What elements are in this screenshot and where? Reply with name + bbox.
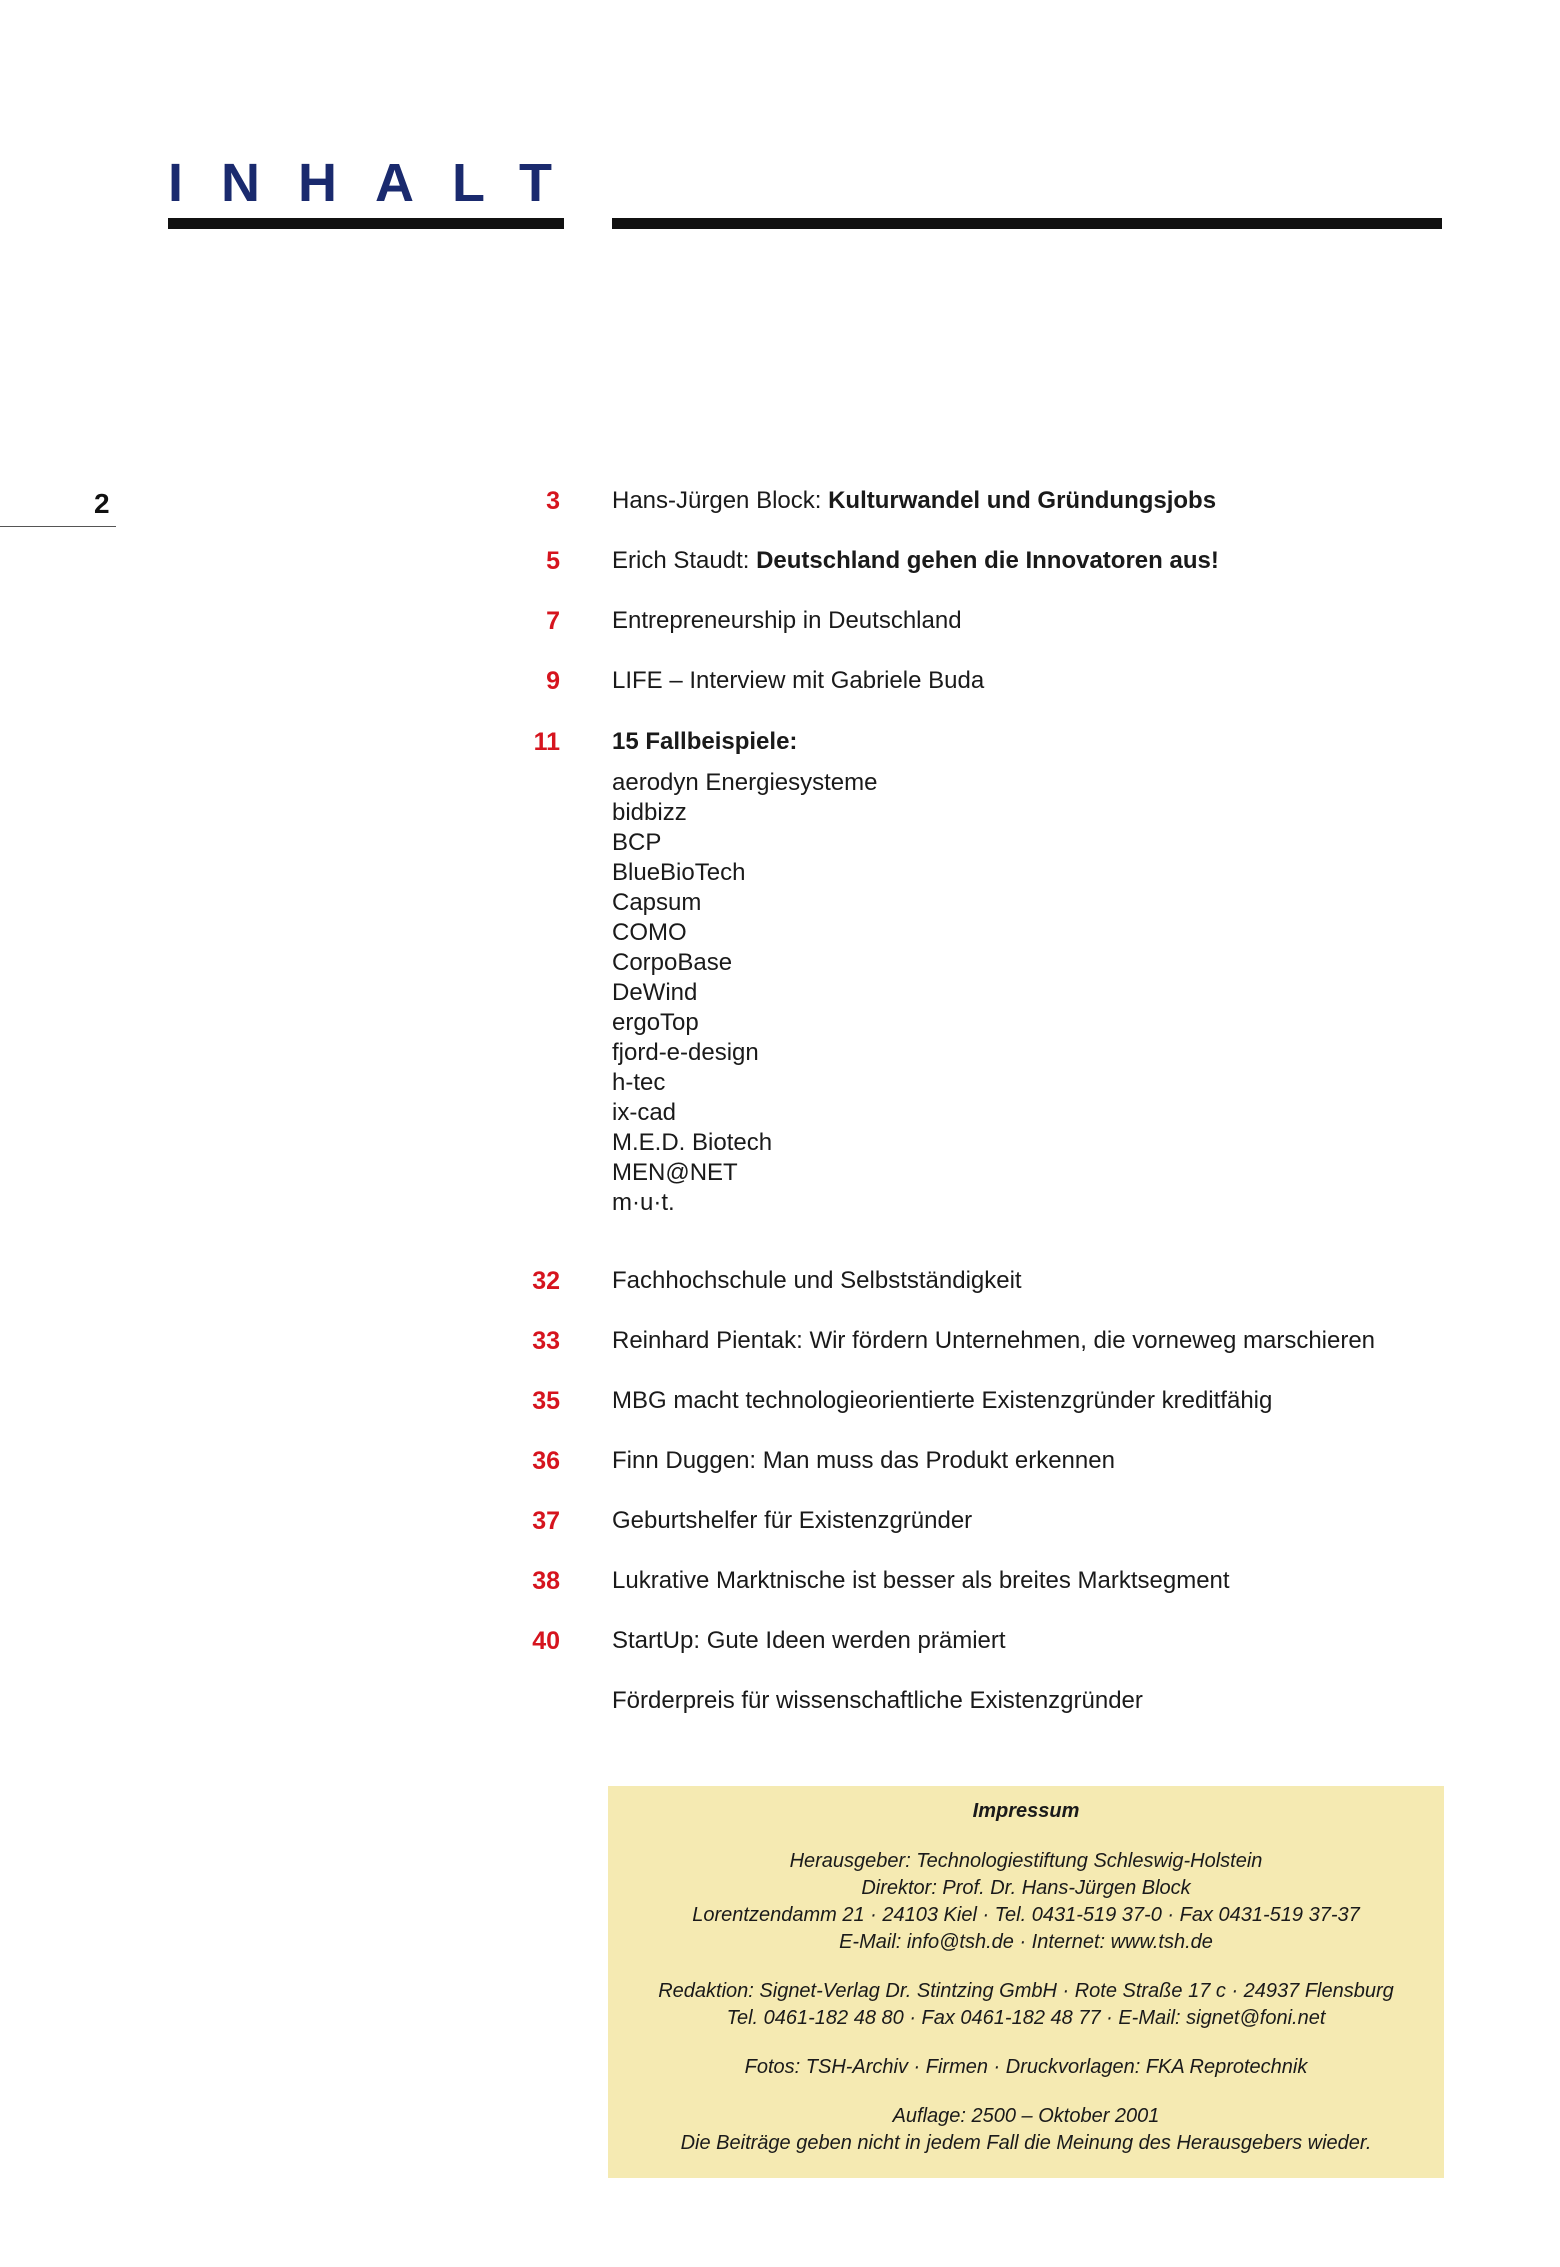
toc-page-number: 40 [532, 1627, 560, 1655]
list-item[interactable]: m·u·t. [612, 1189, 675, 1216]
toc-entry-text: StartUp: Gute Ideen werden prämiert [612, 1627, 1006, 1654]
list-item[interactable]: ix-cad [612, 1099, 677, 1126]
impressum-line: Lorentzendamm 21 · 24103 Kiel · Tel. 0431-519 37-0 · Fax 0431-519 37-37 [692, 1904, 1360, 1926]
toc-page-number: 36 [532, 1447, 560, 1475]
title-underline [168, 218, 564, 229]
toc-entry-text: Reinhard Pientak: Wir fördern Unternehmen, die vorneweg marschieren [612, 1327, 1376, 1354]
impressum-line: Die Beiträge geben nicht in jedem Fall die Meinung des Herausgebers wieder. [680, 2132, 1372, 2154]
impressum-line: Herausgeber: Technologiestiftung Schleswig-Holstein [789, 1850, 1263, 1872]
list-item[interactable]: Capsum [612, 889, 702, 916]
list-item[interactable]: M.E.D. Biotech [612, 1129, 773, 1156]
toc-page-number: 35 [532, 1387, 560, 1415]
toc-entry-author: Hans-Jürgen Block: [612, 487, 829, 514]
toc-entry-text: MBG macht technologieorientierte Existenzgründer kreditfähig [612, 1387, 1273, 1414]
impressum-line: Direktor: Prof. Dr. Hans-Jürgen Block [861, 1877, 1191, 1899]
impressum-edition [608, 2103, 1444, 2157]
list-item[interactable]: BCP [612, 829, 662, 856]
toc-entry-text [612, 547, 1219, 575]
toc-entry-text: LIFE – Interview mit Gabriele Buda [612, 667, 985, 694]
header-rule [612, 218, 1442, 229]
toc-entry-heading [612, 728, 797, 756]
page-title: INHALT [168, 153, 590, 213]
page-number-rule [0, 526, 116, 527]
list-item[interactable]: h-tec [612, 1069, 666, 1096]
list-item[interactable]: aerodyn Energiesysteme [612, 769, 878, 796]
toc-entry-text: Förderpreis für wissenschaftliche Existenzgründer [612, 1687, 1143, 1714]
toc-entry-text: Entrepreneurship in Deutschland [612, 607, 962, 634]
toc-entry-text: Lukrative Marktnische ist besser als breites Marktsegment [612, 1567, 1230, 1594]
toc-page-number: 37 [532, 1507, 560, 1535]
impressum-line: Fotos: TSH-Archiv · Firmen · Druckvorlagen: FKA Reprotechnik [744, 2056, 1308, 2078]
impressum-line: Tel. 0461-182 48 80 · Fax 0461-182 48 77 · E-Mail: signet@foni.net [726, 2007, 1326, 2029]
toc-entry-text: Geburtshelfer für Existenzgründer [612, 1507, 973, 1534]
list-item[interactable]: ergoTop [612, 1009, 699, 1036]
impressum-editorial [608, 1978, 1444, 2032]
list-item[interactable]: CorpoBase [612, 949, 733, 976]
impressum-line: E-Mail: info@tsh.de · Internet: www.tsh.de [839, 1931, 1213, 1953]
impressum-photos [608, 2054, 1444, 2081]
toc-page-number: 5 [546, 547, 560, 575]
impressum-box [608, 1786, 1444, 2178]
list-item[interactable]: DeWind [612, 979, 698, 1006]
toc-page-number: 32 [532, 1267, 560, 1295]
list-item[interactable]: bidbizz [612, 799, 687, 826]
impressum-title: Impressum [972, 1800, 1080, 1822]
list-item[interactable]: fjord-e-design [612, 1039, 759, 1066]
fallbeispiele-heading: 15 Fallbeispiele: [612, 728, 798, 755]
impressum-line: Redaktion: Signet-Verlag Dr. Stintzing GmbH · Rote Straße 17 c · 24937 Flensburg [658, 1980, 1394, 2002]
toc-page-number: 38 [532, 1567, 560, 1595]
list-item[interactable]: BlueBioTech [612, 859, 746, 886]
toc-entry-text [612, 487, 1216, 515]
page-number: 2 [94, 488, 110, 519]
fallbeispiele-list [612, 768, 877, 1218]
toc-page-number: 7 [546, 607, 560, 635]
list-item[interactable]: MEN@NET [612, 1159, 738, 1186]
impressum-publisher [608, 1848, 1444, 1956]
toc-entry-text: Fachhochschule und Selbstständigkeit [612, 1267, 1022, 1294]
toc-page-number: 11 [533, 728, 560, 756]
list-item[interactable]: COMO [612, 919, 687, 946]
toc-entry-title: Kulturwandel und Gründungsjobs [828, 487, 1217, 514]
toc-page-number: 33 [532, 1327, 560, 1355]
toc-entry-author: Erich Staudt: [612, 547, 757, 574]
toc-page-number: 9 [546, 667, 560, 695]
toc-entry-title: Deutschland gehen die Innovatoren aus! [756, 547, 1219, 574]
toc-entry-text: Finn Duggen: Man muss das Produkt erkennen [612, 1447, 1115, 1474]
toc-page-number: 3 [546, 487, 560, 515]
impressum-line: Auflage: 2500 – Oktober 2001 [892, 2105, 1160, 2127]
